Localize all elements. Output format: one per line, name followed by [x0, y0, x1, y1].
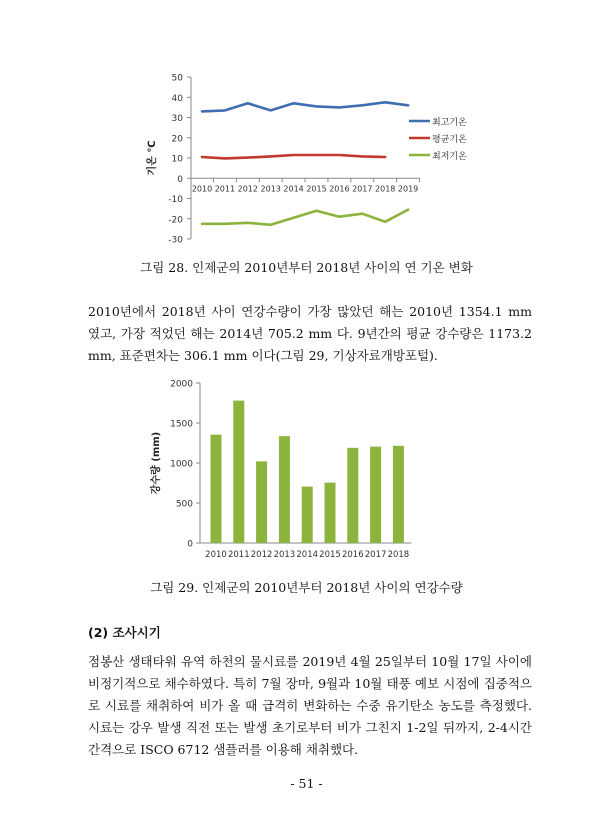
bar-2010: [211, 435, 222, 543]
bar-2014: [302, 487, 313, 543]
temp-x-tick-label: 2019: [397, 184, 419, 194]
temp-y-tick-label: -30: [168, 235, 183, 246]
bar-2013: [279, 436, 290, 543]
temp-x-tick-label: 2012: [237, 184, 258, 194]
precip-y-axis-label: 강수량 (mm): [151, 431, 162, 495]
temp-y-tick-label: 50: [171, 73, 183, 84]
precip-y-tick-label: 1500: [170, 419, 193, 430]
precip-y-tick-label: 0: [187, 539, 193, 550]
bar-2012: [256, 461, 267, 543]
legend-label-최고기온: 최고기온: [432, 118, 467, 128]
precip-x-tick-label: 2013: [273, 550, 296, 560]
precip-x-tick-label: 2010: [205, 550, 227, 560]
legend-label-최저기온: 최저기온: [432, 152, 467, 162]
temp-y-tick-label: 20: [171, 134, 183, 145]
section-title: (2) 조사시기: [88, 625, 161, 640]
temp-y-tick-label: -10: [168, 195, 183, 205]
precip-x-tick-label: 2015: [319, 550, 341, 560]
paragraph-precipitation: 2010년에서 2018년 사이 연강수량이 가장 많았던 해는 2010년 1354.1 mm 였고, 가장 적었던 해는 2014년 705.2 mm 다. 9년간의 평균 강수량은 1173.2 mm, 표준편차는 306.1 mm 이다(그림 29, 기상자료개방포털).: [88, 304, 532, 363]
temp-x-tick-label: 2015: [306, 184, 327, 194]
page-number: - 51 -: [290, 776, 323, 791]
temp-x-tick-label: 2017: [352, 184, 373, 194]
precip-x-tick-label: 2016: [341, 550, 364, 560]
temp-x-tick-label: 2013: [260, 184, 281, 194]
legend-label-평균기온: 평균기온: [432, 135, 467, 145]
bar-2016: [347, 448, 358, 543]
temp-x-tick-label: 2018: [375, 184, 396, 194]
precip-x-tick-label: 2012: [250, 550, 273, 560]
temp-y-tick-label: 40: [171, 93, 183, 104]
precip-x-tick-label: 2014: [296, 550, 319, 560]
precip-x-tick-label: 2017: [364, 550, 387, 560]
precip-x-tick-label: 2011: [227, 550, 250, 560]
temp-y-tick-label: -20: [168, 215, 183, 226]
precip-y-tick-label: 2000: [170, 379, 193, 390]
bar-2015: [325, 483, 336, 543]
temp-y-tick-label: 0: [177, 174, 183, 185]
temp-x-tick-label: 2011: [214, 184, 236, 194]
precip-x-tick-label: 2018: [387, 550, 410, 560]
temp-y-tick-label: 30: [171, 114, 183, 124]
paragraph-sampling: 점봉산 생태타워 유역 하천의 물시료를 2019년 4월 25일부터 10월 17일 사이에 비정기적으로 채수하였다. 특히 7월 장마, 9월과 10월 태풍 예보 시점에 집중적으로 시료를 채취하여 비가 올 때 급격히 변화하는 수중 유기탄소 농도를 측정했다. 시료는 강우 발생 직전 또는 발생 초기로부터 비가 그친지 1-2일 뒤까지, 2-4시간 간격으로 ISCO 6712 샘플러를 이용해 채취했다.: [88, 654, 532, 757]
precip-y-tick-label: 500: [175, 499, 193, 510]
temp-x-tick-label: 2014: [283, 184, 304, 194]
figure-28-caption: 그림 28. 인제군의 2010년부터 2018년 사이의 연 기온 변화: [140, 260, 473, 275]
bar-2018: [393, 446, 404, 543]
bar-2011: [233, 401, 244, 543]
temp-y-axis-label: 기온 ℃: [147, 140, 158, 176]
temp-y-tick-label: 10: [171, 154, 183, 165]
bar-2017: [370, 447, 381, 543]
temp-x-tick-label: 2010: [191, 184, 213, 194]
figure-29-caption: 그림 29. 인제군의 2010년부터 2018년 사이의 연강수량: [150, 580, 463, 595]
temp-x-tick-label: 2016: [329, 184, 350, 194]
precip-y-tick-label: 1000: [170, 459, 193, 470]
